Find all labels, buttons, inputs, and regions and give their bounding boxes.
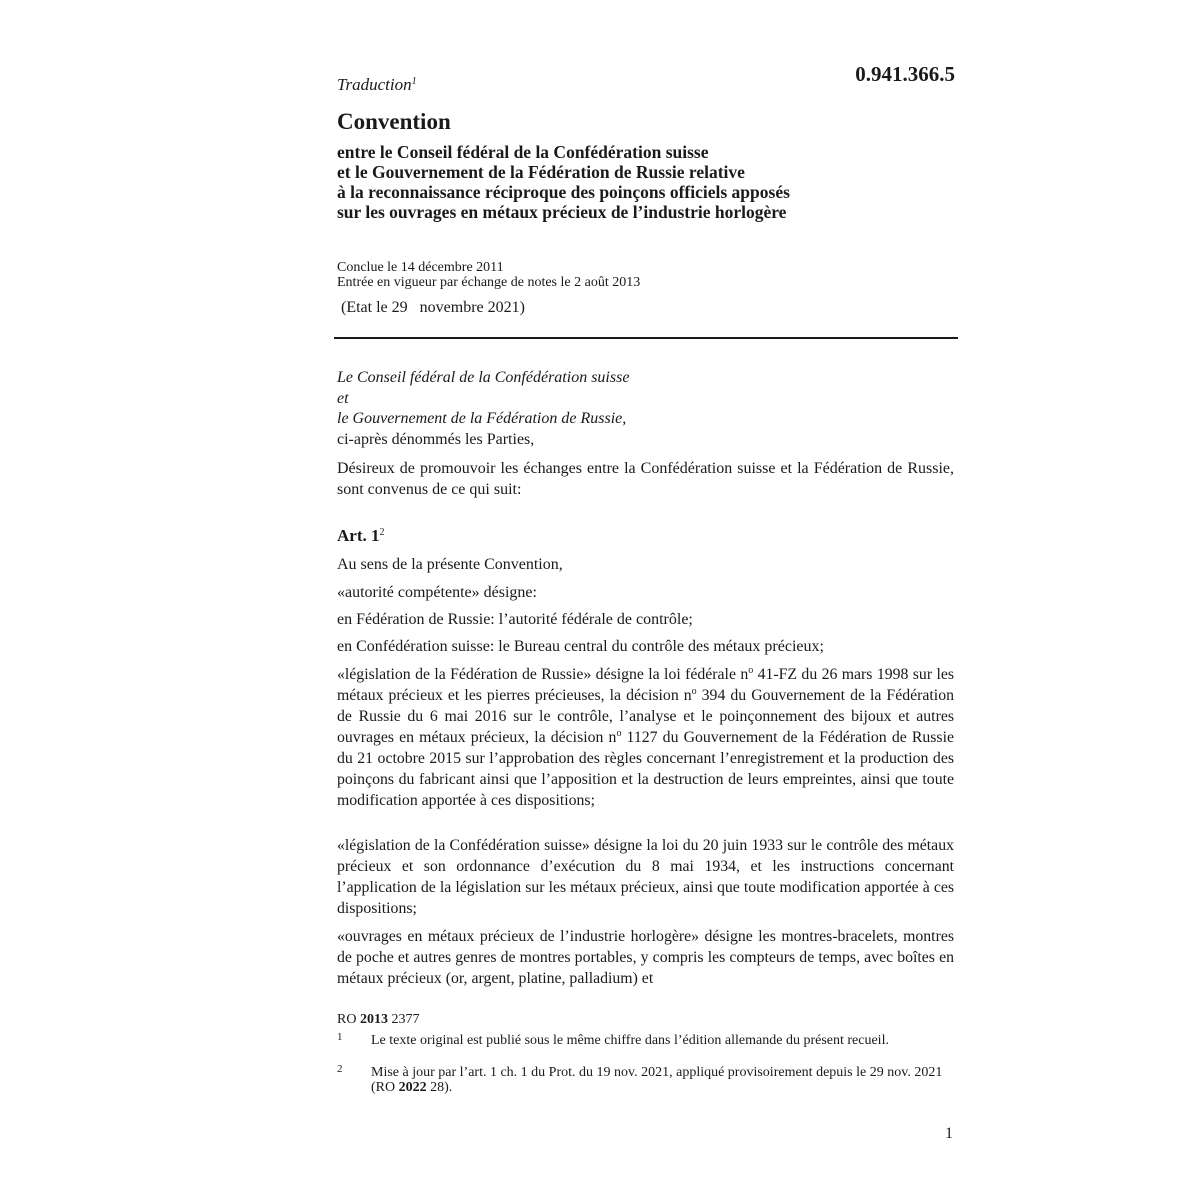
- article-paragraph: en Fédération de Russie: l’autorité fédérale de contrôle;: [337, 611, 693, 628]
- translation-label: Traduction$^1$: [337, 75, 417, 94]
- footnote-number: 2: [337, 1063, 343, 1075]
- footnote-ref-2[interactable]: 2: [379, 527, 385, 538]
- russia-legislation-definition: «législation de la Fédération de Russie» désigne la loi fédérale $n^o$ 41-FZ du 26 mars 1998 sur les métaux précieux et les pierres précieuses, la décision $n^o$ 394 du Gouvernement de la Fédération de Russie du 6 mai 2016 sur le contrôle, l’analyse et le poinçonnement des bijoux et autres ouvrages en métaux précieux, la décision $n^o$ 1127 du Gouvernement de la Fédération de Russie du 21 octobre 2015 sur l’approbation des règles concernant l’enregistrement et la production des poinçons du fabricant ainsi que l’apposition et la destruction de leurs empreintes, ainsi que toute modification apportée à ces dispositions;: [337, 665, 954, 809]
- swiss-legislation-definition: «législation de la Confédération suisse» désigne la loi du 20 juin 1933 sur le contrôle des métaux précieux et son ordonnance d’exécution du 8 mai 1934, et les instructions concernant l’application de la législation sur les métaux précieux, ainsi que toute modification apportée à ces dispositions;: [337, 837, 954, 917]
- subtitle-line: sur les ouvrages en métaux précieux de l’industrie horlogère: [337, 202, 787, 222]
- article-paragraph: en Confédération suisse: le Bureau central du contrôle des métaux précieux;: [337, 638, 824, 655]
- page-number: 1: [945, 1125, 953, 1142]
- page-title: Convention: [337, 109, 451, 134]
- preamble-intent: Désireux de promouvoir les échanges entre la Confédération suisse et la Fédération de Russie, sont convenus de ce qui suit:: [337, 460, 954, 498]
- article-heading: Art. $1^2$: [337, 526, 385, 545]
- footnote-text: Le texte original est publié sous le même chiffre dans l’édition allemande du présent recueil.: [371, 1033, 889, 1048]
- subtitle-line: et le Gouvernement de la Fédération de Russie relative: [337, 162, 745, 182]
- subtitle: [337, 142, 790, 222]
- footnote-number: 1: [337, 1031, 343, 1043]
- party-russia: le Gouvernement de la Fédération de Russie,: [337, 410, 627, 427]
- ro-reference: RO 2013 2377: [337, 1012, 420, 1027]
- watch-articles-definition: «ouvrages en métaux précieux de l’industrie horlogère» désigne les montres-bracelets, montres de poche et autres genres de montres portables, y compris les compteurs de temps, avec boîtes en métaux précieux (or, argent, platine, palladium) et: [337, 928, 954, 987]
- article-paragraph: «autorité compétente» désigne:: [337, 584, 537, 601]
- footnote-text: Mise à jour par l’art. 1 ch. 1 du Prot. du 19 nov. 2021, appliqué provisoirement depuis le 29 nov. 2021 (RO 2022 28).: [371, 1065, 943, 1095]
- header-divider: [334, 337, 958, 339]
- date-block: [337, 260, 640, 290]
- in-force-date: Entrée en vigueur par échange de notes le 2 août 2013: [337, 275, 641, 290]
- sr-number: 0.941.366.5: [855, 62, 955, 86]
- subtitle-line: entre le Conseil fédéral de la Confédération suisse: [337, 142, 709, 162]
- article-paragraph: Au sens de la présente Convention,: [337, 556, 563, 573]
- status-date: (Etat le 29 novembre 2021): [341, 299, 525, 316]
- party-switzerland: Le Conseil fédéral de la Confédération suisse: [337, 369, 630, 386]
- preamble-parties: [337, 368, 629, 450]
- concluded-date: Conclue le 14 décembre 2011: [337, 260, 504, 275]
- subtitle-line: à la reconnaissance réciproque des poinçons officiels apposés: [337, 182, 790, 202]
- conjunction: et: [337, 389, 349, 407]
- footnote-ref-1[interactable]: 1: [411, 76, 417, 87]
- parties-definition: ci-après dénommés les Parties,: [337, 430, 535, 448]
